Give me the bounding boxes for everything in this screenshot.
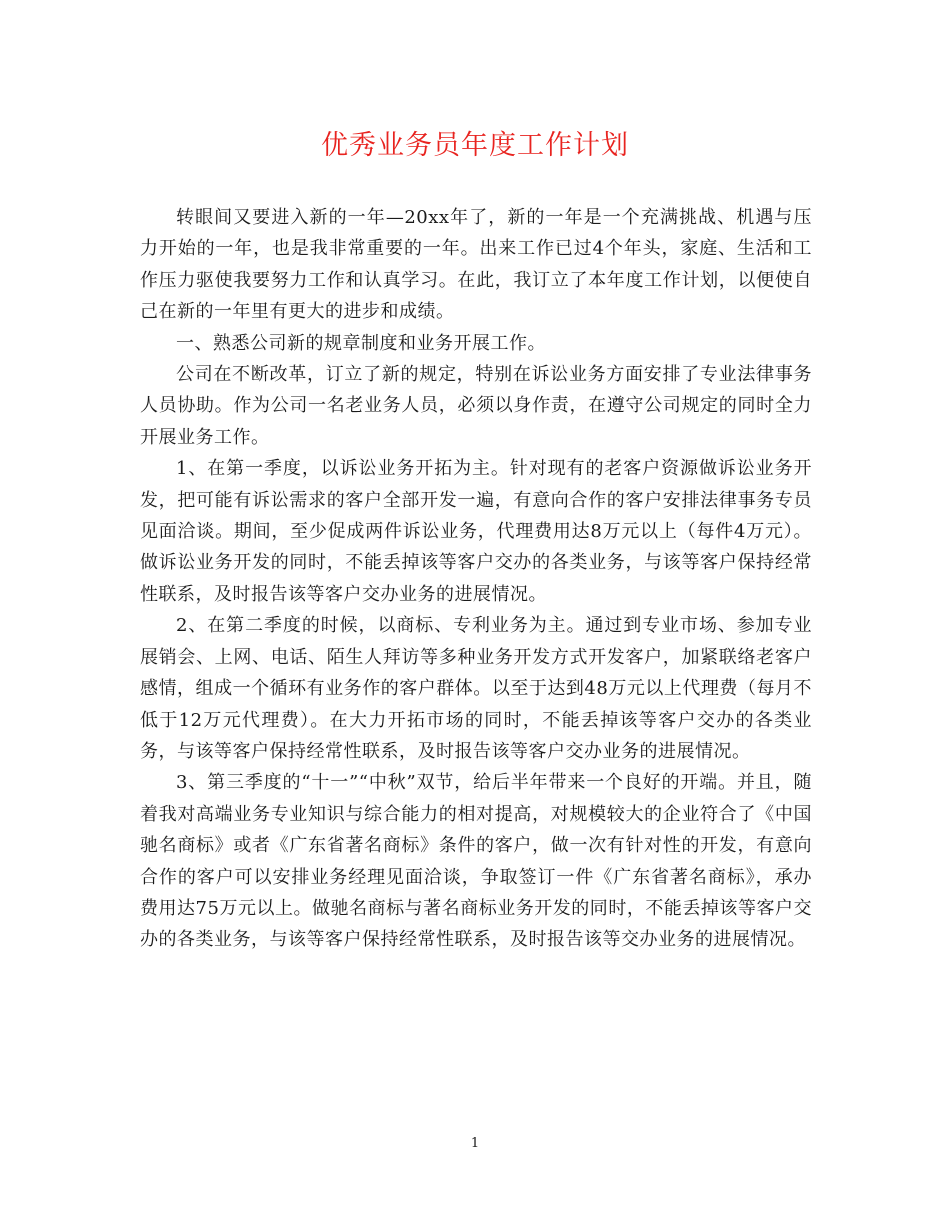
paragraph-intro: 转眼间又要进入新的一年—20xx年了，新的一年是一个充满挑战、机遇与压力开始的一年，也是我非常重要的一年。出来工作已过4个年头，家庭、生活和工作压力驱使我要努力工作和认真学习。在此，我订立了本年度工作计划，以便使自己在新的一年里有更大的进步和成绩。	[140, 207, 812, 323]
paragraph-q3-plan: 3、第三季度的“十一”“中秋”双节，给后半年带来一个良好的开端。并且，随着我对高端业务专业知识与综合能力的相对提高，对规模较大的企业符合了《中国驰名商标》或者《广东省著名商标》条件的客户，做一次有针对性的开发，有意向合作的客户可以安排业务经理见面洽谈，争取签订一件《广东省著名商标》，承办费用达75万元以上。做驰名商标与著名商标业务开发的同时，不能丢掉该等客户交办的各类业务，与该等客户保持经常性联系，及时报告该等交办业务的进展情况。	[140, 772, 812, 951]
document-title: 优秀业务员年度工作计划	[321, 130, 629, 161]
paragraph-q2-plan: 2、在第二季度的时候，以商标、专利业务为主。通过到专业市场、参加专业展销会、上网、电话、陌生人拜访等多种业务开发方式开发客户，加紧联络老客户感情，组成一个循环有业务作的客户群体。以至于达到48万元以上代理费（每月不低于12万元代理费）。在大力开拓市场的同时，不能丢掉该等客户交办的各类业务，与该等客户保持经常性联系，及时报告该等客户交办业务的进展情况。	[140, 615, 812, 762]
document-body	[140, 202, 812, 956]
page-number: 1	[470, 1136, 480, 1151]
paragraph-q1-plan: 1、在第一季度，以诉讼业务开拓为主。针对现有的老客户资源做诉讼业务开发，把可能有诉讼需求的客户全部开发一遍，有意向合作的客户安排法律事务专员见面洽谈。期间，至少促成两件诉讼业务，代理费用达8万元以上（每件4万元）。做诉讼业务开发的同时，不能丢掉该等客户交办的各类业务，与该等客户保持经常性联系，及时报告该等客户交办业务的进展情况。	[140, 458, 812, 605]
paragraph-company-rules: 公司在不断改革，订立了新的规定，特别在诉讼业务方面安排了专业法律事务人员协助。作为公司一名老业务人员，必须以身作责，在遵守公司规定的同时全力开展业务工作。	[140, 364, 812, 448]
section-heading-1: 一、熟悉公司新的规章制度和业务开展工作。	[176, 332, 546, 354]
